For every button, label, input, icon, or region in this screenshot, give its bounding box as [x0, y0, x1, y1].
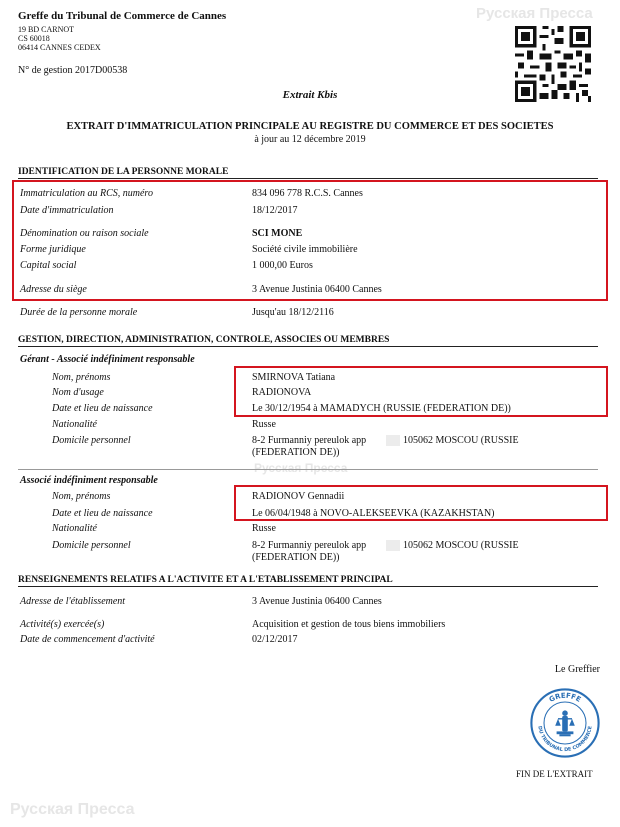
gerant-value-domicile-country: (FEDERATION DE)) — [252, 447, 340, 458]
section-gestion-heading: GESTION, DIRECTION, ADMINISTRATION, CONTROLE, ASSOCIES OU MEMBRES — [18, 335, 598, 347]
associe-value-name: RADIONOV Gennadii — [252, 491, 345, 502]
watermark-middle: Русская Пресса — [254, 461, 348, 475]
label-share-capital: Capital social — [20, 260, 77, 271]
highlight-box-identification — [12, 180, 608, 301]
label-establishment-address: Adresse de l'établissement — [20, 596, 126, 607]
section-identification-heading: IDENTIFICATION DE LA PERSONNE MORALE — [18, 167, 598, 179]
section-activite-heading: RENSEIGNEMENTS RELATIFS A L'ACTIVITE ET A L'ETABLISSEMENT PRINCIPAL — [18, 575, 598, 587]
court-name: Greffe du Tribunal de Commerce de Cannes — [18, 10, 227, 22]
gerant-label-domicile: Domicile personnel — [52, 435, 131, 446]
label-head-office: Adresse du siège — [20, 284, 87, 295]
signature-label: Le Greffier — [554, 664, 600, 675]
date-line: à jour au 12 décembre 2019 — [254, 134, 366, 145]
gerant-label-birth: Date et lieu de naissance — [52, 403, 153, 414]
seal-bottom-text: DU TRIBUNAL DE COMMERCE — [536, 725, 594, 754]
value-rcs-number: 834 096 778 R.C.S. Cannes — [252, 188, 363, 199]
seal-top-text: GREFFE — [547, 691, 583, 704]
value-activity: Acquisition et gestion de tous biens immobiliers — [252, 619, 446, 630]
highlight-box-associe — [234, 485, 608, 521]
associe-value-domicile: 8-2 Furmanniy pereulok app — [252, 540, 367, 551]
gerant-value-domicile-city: 105062 MOSCOU (RUSSIE — [403, 435, 519, 446]
value-registration-date: 18/12/2017 — [252, 205, 298, 216]
label-company-name: Dénomination ou raison sociale — [20, 228, 149, 239]
value-company-name: SCI MONE — [252, 228, 303, 239]
label-rcs-number: Immatriculation au RCS, numéro — [20, 188, 153, 199]
value-establishment-address: 3 Avenue Justinia 06400 Cannes — [252, 596, 382, 607]
value-start-date: 02/12/2017 — [252, 634, 298, 645]
gerant-value-birth: Le 30/12/1954 à MAMADYCH (RUSSIE (FEDERATION DE)) — [252, 403, 511, 414]
label-activity: Activité(s) exercée(s) — [20, 619, 105, 630]
address-line-1: 19 BD CARNOT — [18, 25, 75, 34]
divider-associe — [18, 469, 598, 470]
associe-title: Associé indéfiniment responsable — [20, 475, 158, 486]
end-of-extract: FIN DE L'EXTRAIT — [516, 769, 593, 779]
label-registration-date: Date d'immatriculation — [20, 205, 114, 216]
gerant-label-name: Nom, prénoms — [52, 372, 111, 383]
value-duration: Jusqu'au 18/12/2116 — [252, 307, 334, 318]
address-line-2: CS 60018 — [18, 34, 50, 43]
label-start-date: Date de commencement d'activité — [20, 634, 155, 645]
watermark-top: Русская Пресса — [476, 5, 593, 22]
gerant-label-usage-name: Nom d'usage — [52, 387, 104, 398]
kbis-title: Extrait Kbis — [282, 89, 338, 101]
associe-label-domicile: Domicile personnel — [52, 540, 131, 551]
associe-value-domicile-city: 105062 MOSCOU (RUSSIE — [403, 540, 519, 551]
label-legal-form: Forme juridique — [20, 244, 86, 255]
redacted-apartment — [386, 435, 400, 446]
court-seal-icon — [530, 688, 600, 758]
address-line-3: 06414 CANNES CEDEX — [18, 43, 101, 52]
redacted-apartment-2 — [386, 540, 400, 551]
watermark-bottom: Русская Пресса — [10, 801, 135, 818]
associe-label-nationality: Nationalité — [52, 523, 97, 534]
gerant-title: Gérant - Associé indéfiniment responsable — [20, 354, 195, 365]
main-title: EXTRAIT D'IMMATRICULATION PRINCIPALE AU REGISTRE DU COMMERCE ET DES SOCIETES — [66, 121, 554, 132]
associe-value-nationality: Russe — [252, 523, 276, 534]
value-head-office: 3 Avenue Justinia 06400 Cannes — [252, 284, 382, 295]
highlight-box-gerant — [234, 366, 608, 417]
gerant-value-nationality: Russe — [252, 419, 276, 430]
gerant-value-usage-name: RADIONOVA — [252, 387, 312, 398]
associe-label-birth: Date et lieu de naissance — [52, 508, 153, 519]
label-duration: Durée de la personne morale — [20, 307, 138, 318]
gerant-value-domicile: 8-2 Furmanniy pereulok app — [252, 435, 367, 446]
associe-label-name: Nom, prénoms — [52, 491, 111, 502]
value-legal-form: Société civile immobilière — [252, 244, 358, 255]
gerant-value-name: SMIRNOVA Tatiana — [252, 372, 336, 383]
gerant-label-nationality: Nationalité — [52, 419, 97, 430]
associe-value-domicile-country: (FEDERATION DE)) — [252, 552, 340, 563]
value-share-capital: 1 000,00 Euros — [252, 260, 313, 271]
associe-value-birth: Le 06/04/1948 à NOVO-ALEKSEEVKA (KAZAKHSTAN) — [252, 508, 495, 519]
gestion-number: N° de gestion 2017D00538 — [18, 65, 128, 76]
